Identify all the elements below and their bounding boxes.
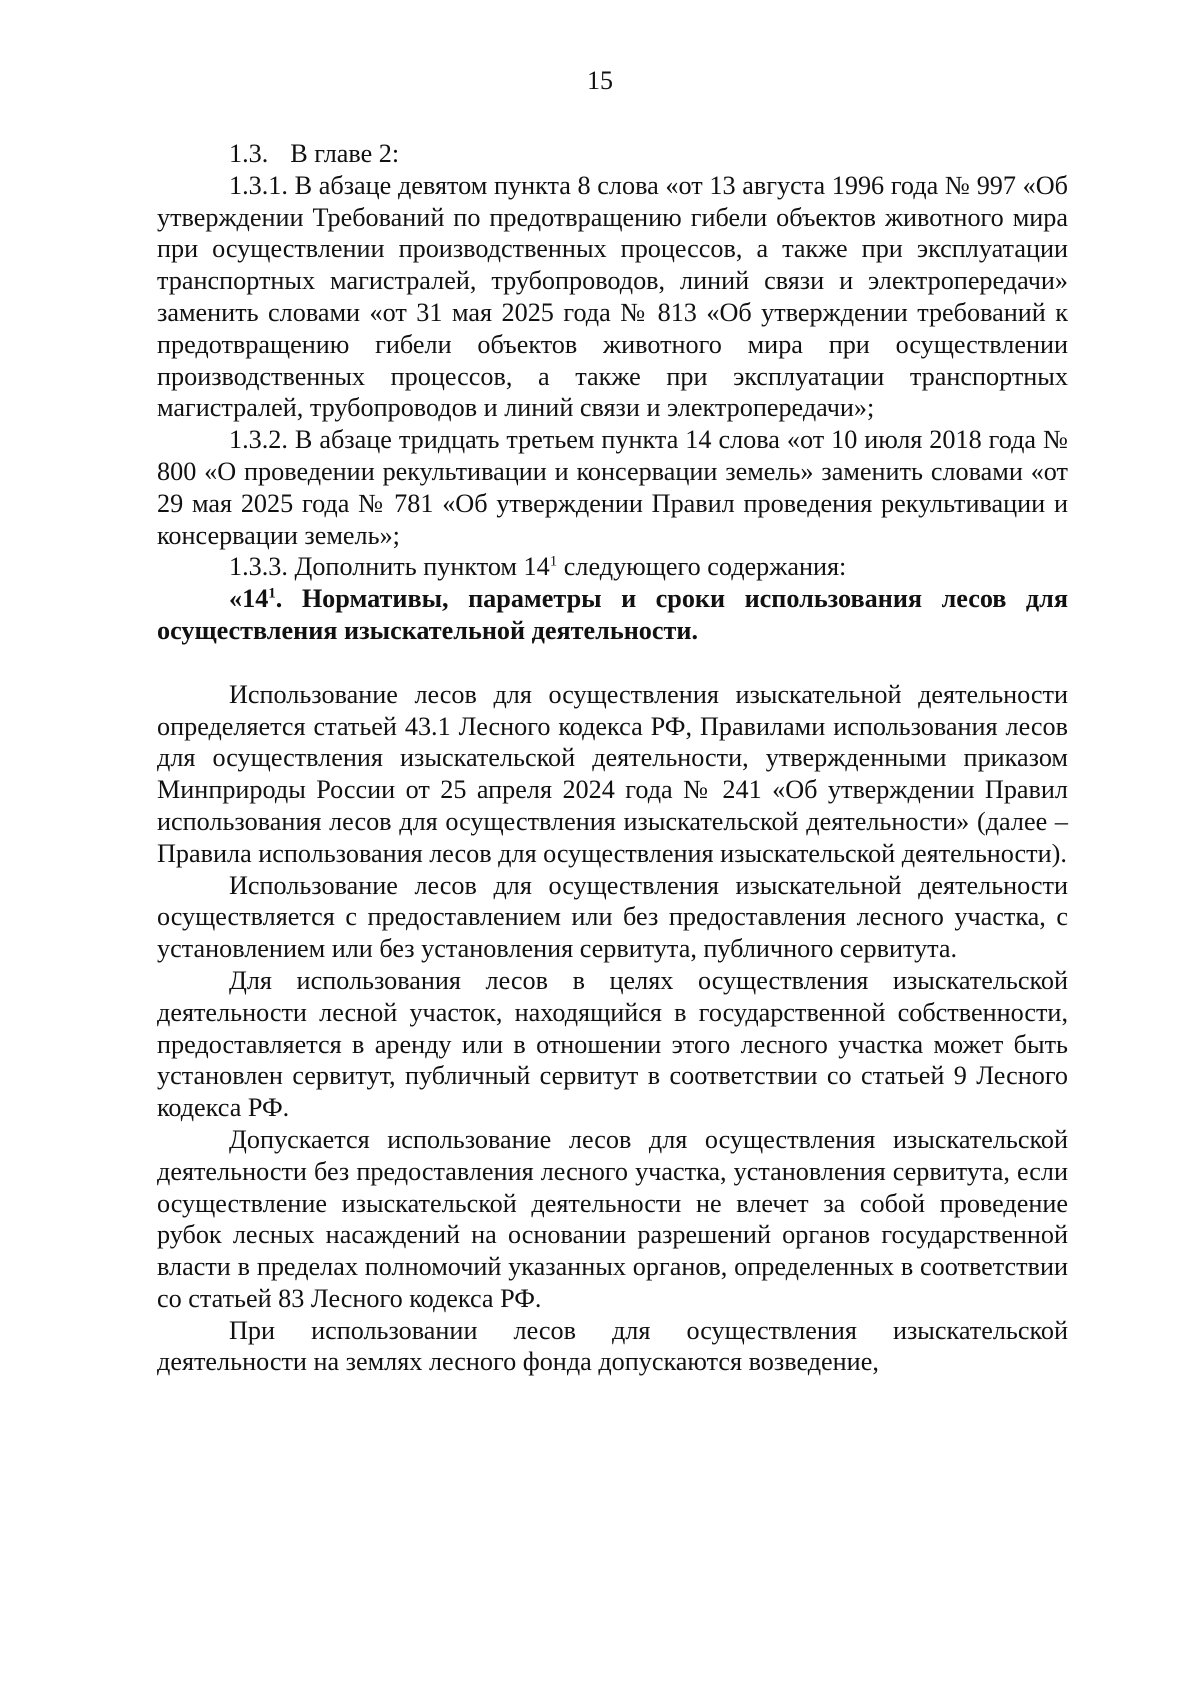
section-1-3-label: 1.3. xyxy=(229,139,269,168)
section-1-3 xyxy=(157,138,1068,170)
item-1-3-3-before: 1.3.3. Дополнить пунктом 14 xyxy=(229,552,550,582)
heading-sup: 1 xyxy=(268,585,276,602)
item-1-3-3 xyxy=(157,551,1068,583)
section-1-3-text: В главе 2: xyxy=(290,139,400,168)
paragraph: Использование лесов для осуществления изыскательной деятельности осуществляется с предоставлением или без предоставления лесного участка, с установлением или без установления сервитута, публичного сервитута. xyxy=(157,870,1068,964)
paragraph: Для использования лесов в целях осуществления изыскательской деятельности лесной участок, находящийся в государственной собственности, предоставляется в аренду или в отношении этого лесного участка может быть установлен сервитут, публичный сервитут в соответствии со статьей 9 Лесного кодекса РФ. xyxy=(157,965,1068,1123)
document-body xyxy=(157,138,1068,1378)
section-heading-14-1 xyxy=(157,583,1068,647)
page-number: 15 xyxy=(587,66,613,95)
item-1-3-2: 1.3.2. В абзаце тридцать третьем пункта 14 слова «от 10 июля 2018 года № 800 «О проведении рекультивации и консервации земель» заменить словами «от 29 мая 2025 года № 781 «Об утверждении Правил проведения рекультивации и консервации земель»; xyxy=(157,425,1068,550)
item-1-3-3-after: следующего содержания: xyxy=(557,552,847,582)
paragraph: При использовании лесов для осуществления изыскательской деятельности на землях лесного фонда допускаются возведение, xyxy=(157,1315,1068,1377)
heading-text: . Нормативы, параметры и сроки использования лесов для осуществления изыскательной деятельности. xyxy=(157,584,1068,645)
item-1-3-3-sup: 1 xyxy=(549,553,558,570)
paragraph: Использование лесов для осуществления изыскательной деятельности определяется статьей 43.1 Лесного кодекса РФ, Правилами использования лесов для осуществления изыскательской деятельности, утвержденными приказом Минприроды России от 25 апреля 2024 года № 241 «Об утверждении Правил использования лесов для осуществления изыскательской деятельности» (далее – Правила использования лесов для осуществления изыскательской деятельности). xyxy=(157,679,1068,868)
heading-number: «14 xyxy=(229,584,269,614)
paragraph: Допускается использование лесов для осуществления изыскательской деятельности без предоставления лесного участка, установления сервитута, если осуществление изыскательской деятельности не влечет за собой проведение рубок лесных насаждений на основании разрешений органов государственной власти в пределах полномочий указанных органов, определенных в соответствии со статьей 83 Лесного кодекса РФ. xyxy=(157,1124,1068,1313)
item-1-3-1: 1.3.1. В абзаце девятом пункта 8 слова «от 13 августа 1996 года № 997 «Об утверждении Требований по предотвращению гибели объектов животного мира при осуществлении производственных процессов, а также при эксплуатации транспортных магистралей, трубопроводов, линий связи и электропередачи» заменить словами «от 31 мая 2025 года № 813 «Об утверждении требований к предотвращению гибели объектов животного мира при осуществлении производственных процессов, а также при эксплуатации транспортных магистралей, трубопроводов и линий связи и электропередачи»; xyxy=(157,170,1068,423)
